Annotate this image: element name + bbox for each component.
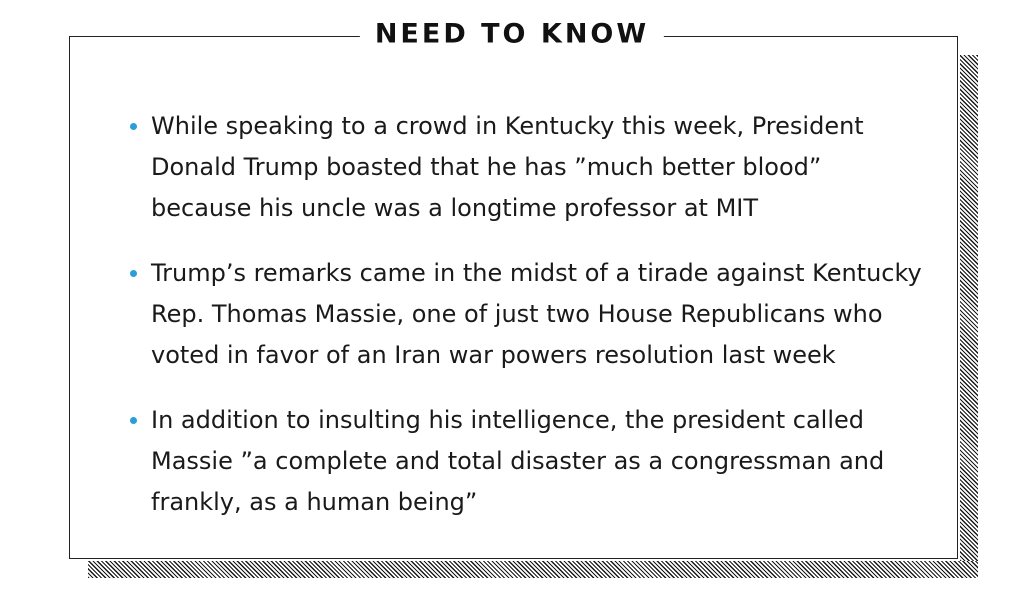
bullet-text: In addition to insulting his intelligence, the president called Massie ”a complete and total disaster as a congressman and frankly, as a human being” bbox=[151, 406, 885, 516]
bullet-dot-icon bbox=[130, 123, 137, 130]
bullet-item bbox=[129, 106, 929, 229]
bullet-text: Trump’s remarks came in the midst of a tirade against Kentucky Rep. Thomas Massie, one of just two House Republicans who voted in favor of an Iran war powers resolution last week bbox=[151, 259, 922, 369]
bullet-item bbox=[129, 253, 929, 376]
bullet-text: While speaking to a crowd in Kentucky this week, President Donald Trump boasted that he has ”much better blood” because his uncle was a longtime professor at MIT bbox=[151, 112, 864, 222]
box-heading: NEED TO KNOW bbox=[360, 21, 664, 48]
bullet-dot-icon bbox=[130, 417, 137, 424]
hatched-shadow-bottom bbox=[88, 561, 978, 578]
bullet-list bbox=[129, 106, 929, 547]
bullet-dot-icon bbox=[130, 270, 137, 277]
hatched-shadow-right bbox=[960, 55, 978, 578]
bullet-item bbox=[129, 400, 929, 523]
